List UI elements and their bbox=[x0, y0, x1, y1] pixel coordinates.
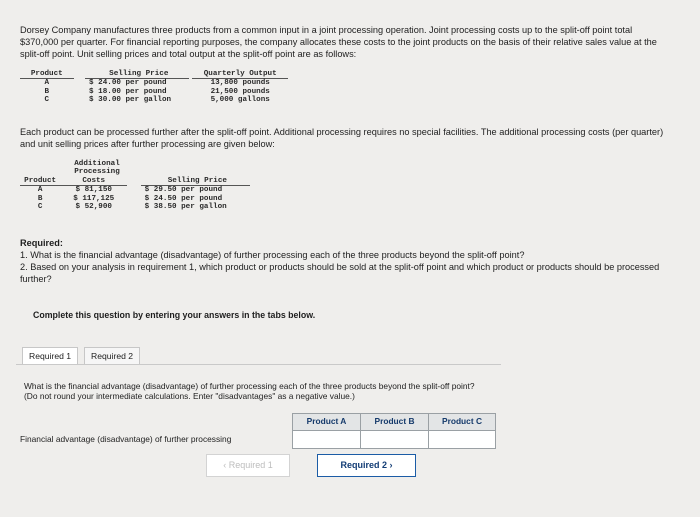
table-row: B $ 117,125 $ 24.50 per pound bbox=[37, 194, 223, 203]
row-label-financial-advantage: Financial advantage (disadvantage) of further processing bbox=[20, 434, 232, 444]
table-row: B $ 18.00 per pound 21,500 pounds bbox=[44, 87, 270, 96]
input-product-c[interactable] bbox=[428, 430, 496, 449]
split-off-table bbox=[20, 70, 288, 105]
table1-header-product: Product bbox=[20, 70, 74, 79]
next-required-button[interactable] bbox=[317, 454, 416, 477]
input-product-a[interactable] bbox=[292, 430, 361, 449]
table2-header-cost-2: Processing bbox=[74, 168, 120, 177]
chevron-right-icon: › bbox=[387, 460, 393, 470]
table1-header-price: Selling Price bbox=[85, 70, 188, 79]
table2-header-cost-3: Costs bbox=[60, 177, 127, 186]
table2-header-product: Product bbox=[20, 177, 60, 186]
question-text bbox=[24, 381, 624, 401]
further-processing-table bbox=[20, 160, 250, 211]
panel-divider bbox=[16, 364, 501, 365]
processing-paragraph: Each product can be processed further after the split-off point. Additional processing requires no special facilities. The additional processing costs (per quarter) and unit selling prices after further processing are given below: bbox=[20, 127, 664, 149]
required-section bbox=[20, 237, 665, 285]
chevron-left-icon: ‹ bbox=[223, 460, 229, 470]
required-item-2: 2. Based on your analysis in requirement 1, which product or products should be sold at the split-off point and which product or products should be processed further? bbox=[20, 262, 660, 284]
next-button-label: Required 2 bbox=[340, 460, 387, 470]
column-header-product-a: Product A bbox=[292, 413, 361, 432]
table2-header-cost-1: Additional bbox=[74, 160, 120, 168]
intro-paragraph: Dorsey Company manufactures three products from a common input in a joint processing operation. Joint processing costs up to the split-off point total $370,000 per quarter. For financial reporting purposes, the company allocates these costs to the joint products on the basis of their relative sales value at the split-off point. Unit selling prices and total output at the split-off point are as follows: bbox=[20, 25, 657, 59]
tab-required-1[interactable]: Required 1 bbox=[22, 347, 78, 365]
required-heading: Required: bbox=[20, 238, 63, 248]
question-line-1: What is the financial advantage (disadvantage) of further processing each of the three products beyond the split-off point? bbox=[24, 381, 475, 391]
table-row: C $ 30.00 per gallon 5,000 gallons bbox=[44, 96, 270, 105]
table-row: A $ 81,150 $ 29.50 per pound bbox=[37, 186, 223, 195]
column-header-product-b: Product B bbox=[360, 413, 429, 432]
input-product-b[interactable] bbox=[360, 430, 429, 449]
tab-required-2[interactable]: Required 2 bbox=[84, 347, 140, 365]
table-row: C $ 52,900 $ 38.50 per gallon bbox=[37, 203, 227, 212]
table-row: A $ 24.00 per pound 13,800 pounds bbox=[44, 79, 270, 88]
table2-header-price: Selling Price bbox=[141, 177, 250, 186]
prev-button-label: Required 1 bbox=[228, 460, 273, 470]
required-item-1: 1. What is the financial advantage (disadvantage) of further processing each of the three products beyond the split-off point? bbox=[20, 250, 525, 260]
column-header-product-c: Product C bbox=[428, 413, 496, 432]
instruction-text: Complete this question by entering your answers in the tabs below. bbox=[33, 310, 316, 320]
prev-required-button[interactable] bbox=[206, 454, 290, 477]
question-line-2: (Do not round your intermediate calculations. Enter "disadvantages" as a negative value.) bbox=[24, 391, 355, 401]
table1-header-output: Quarterly Output bbox=[192, 70, 288, 79]
